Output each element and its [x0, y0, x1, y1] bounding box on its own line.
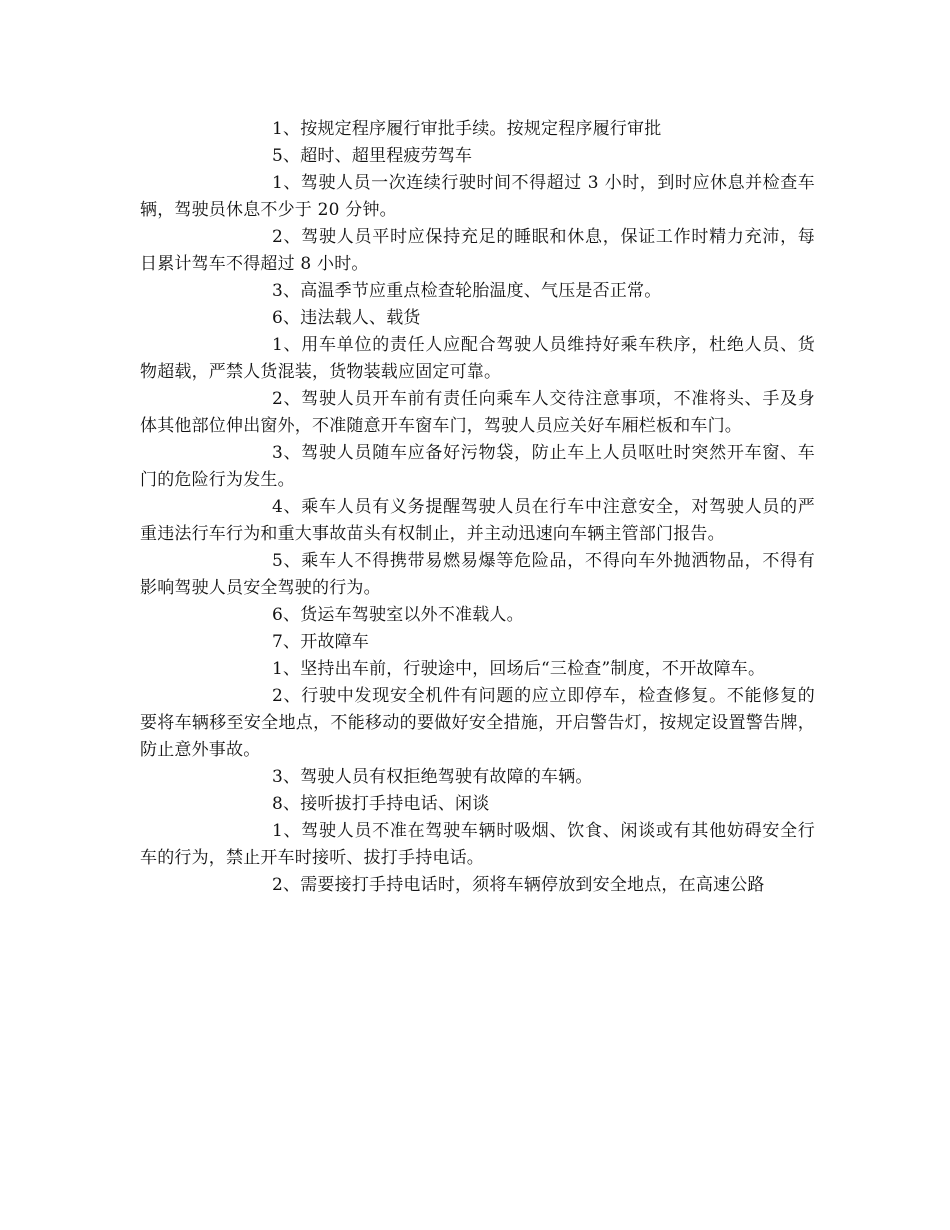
document-body — [140, 116, 815, 899]
paragraph-vomit-bags: 3、驾驶人员随车应备好污物袋，防止车上人员呕吐时突然开车窗、车门的危险行为发生。 — [140, 443, 815, 490]
paragraph-passenger-duty: 4、乘车人员有义务提醒驾驶人员在行车中注意安全，对驾驶人员的严重违法行车行为和重大事故苗头有权制止，并主动迅速向车辆主管部门报告。 — [140, 497, 815, 544]
paragraph-passenger-order: 1、用车单位的责任人应配合驾驶人员维持好乘车秩序，杜绝人员、货物超载，严禁人货混装，货物装载应固定可靠。 — [140, 335, 815, 382]
paragraph-approval: 1、按规定程序履行审批手续。按规定程序履行审批 — [272, 119, 662, 139]
paragraph-safety-instructions: 2、驾驶人员开车前有责任向乘车人交待注意事项，不准将头、手及身体其他部位伸出窗外，不准随意开车窗车门，驾驶人员应关好车厢栏板和车门。 — [140, 389, 815, 436]
heading-phone-use: 8、接听拔打手持电话、闲谈 — [272, 794, 490, 814]
paragraph-rest: 2、驾驶人员平时应保持充足的睡眠和休息，保证工作时精力充沛，每日累计驾车不得超过 8 小时。 — [140, 227, 815, 274]
paragraph-continuous-driving: 1、驾驶人员一次连续行驶时间不得超过 3 小时，到时应休息并检查车辆，驾驶员休息不少于 20 分钟。 — [140, 173, 815, 220]
heading-faulty-vehicle: 7、开故障车 — [272, 632, 370, 652]
paragraph-stop-and-repair: 2、行驶中发现安全机件有问题的应立即停车，检查修复。不能修复的要将车辆移至安全地点，不能移动的要做好安全措施，开启警告灯，按规定设置警告牌，防止意外事故。 — [140, 686, 815, 760]
paragraph-phone-stop: 2、需要接打手持电话时，须将车辆停放到安全地点，在高速公路 — [272, 875, 765, 895]
paragraph-no-distractions: 1、驾驶人员不准在驾驶车辆时吸烟、饮食、闲谈或有其他妨碍安全行车的行为，禁止开车时接听、拔打手持电话。 — [140, 821, 815, 868]
paragraph-dangerous-goods: 5、乘车人不得携带易燃易爆等危险品，不得向车外抛洒物品，不得有影响驾驶人员安全驾驶的行为。 — [140, 551, 815, 598]
heading-fatigue-driving: 5、超时、超里程疲劳驾车 — [272, 146, 473, 166]
paragraph-three-checks: 1、坚持出车前，行驶途中，回场后“三检查”制度，不开故障车。 — [272, 659, 766, 679]
paragraph-tire-check: 3、高温季节应重点检查轮胎温度、气压是否正常。 — [272, 281, 662, 301]
heading-illegal-loading: 6、违法载人、载货 — [272, 308, 421, 328]
paragraph-cab-passengers: 6、货运车驾驶室以外不准载人。 — [272, 605, 524, 625]
paragraph-refuse-faulty: 3、驾驶人员有权拒绝驾驶有故障的车辆。 — [272, 767, 593, 787]
